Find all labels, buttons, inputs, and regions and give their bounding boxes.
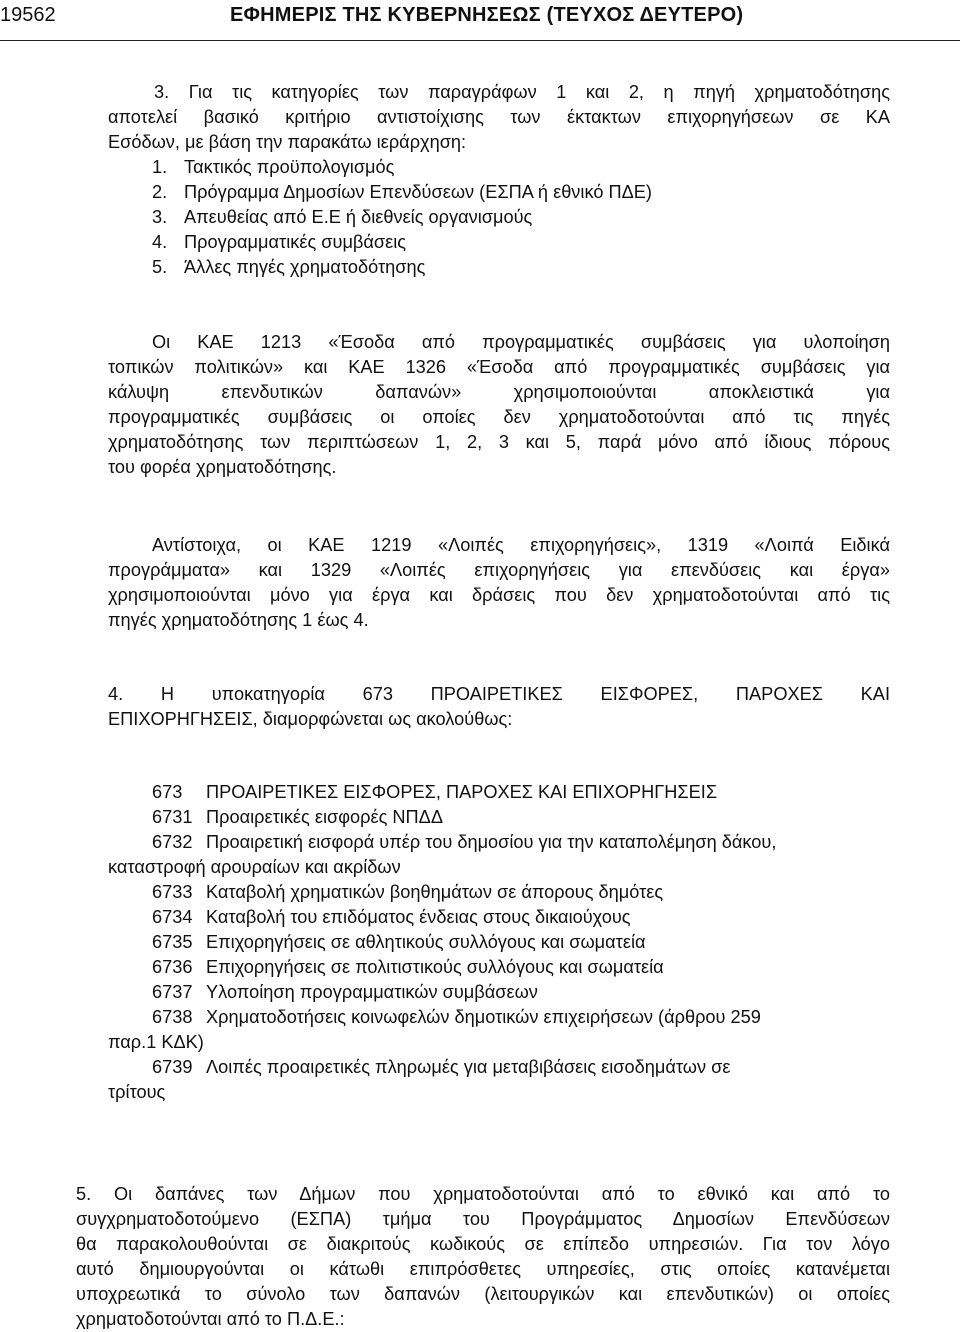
code-item-continuation: καταστροφή αρουραίων και ακρίδων (108, 857, 401, 877)
list-item: 4. Προγραμματικές συμβάσεις (152, 232, 407, 252)
list-item: 5. Άλλες πηγές χρηματοδότησης (152, 257, 426, 277)
page-header (0, 0, 960, 41)
list-item: 2. Πρόγραμμα Δημοσίων Επενδύσεων (ΕΣΠΑ ή εθνικό ΠΔΕ) (152, 182, 652, 202)
section-3 (108, 80, 890, 155)
code-item: 6731 Προαιρετικές εισφορές ΝΠΔΔ (152, 807, 443, 827)
section-3-line: 3. Για τις κατηγορίες των παραγράφων 1 και 2, η πηγή χρηματοδότησης (154, 82, 890, 102)
list-item: 1. Τακτικός προϋπολογισμός (152, 157, 395, 177)
code-item-continuation: τρίτους (108, 1082, 166, 1102)
code-item: 673 ΠΡΟΑΙΡΕΤΙΚΕΣ ΕΙΣΦΟΡΕΣ, ΠΑΡΟΧΕΣ ΚΑΙ ΕΠΙΧΟΡΗΓΗΣΕΙΣ (152, 782, 718, 802)
code-item: 6734 Καταβολή του επιδόματος ένδειας στους δικαιούχους (152, 907, 631, 927)
page-number: 19562 (0, 4, 56, 26)
gazette-title: ΕΦΗΜΕΡΙΣ ΤΗΣ ΚΥΒΕΡΝΗΣΕΩΣ (ΤΕΥΧΟΣ ΔΕΥΤΕΡΟ) (230, 4, 744, 26)
paragraph-kae-1219: Αντίστοιχα, οι ΚΑΕ 1219 «Λοιπές επιχορηγήσεις», 1319 «Λοιπά Ειδικά προγράμματα» και 1329 «Λοιπές επιχορηγήσεις για επενδύσεις και έργα» χρησιμοποιούνται μόνο για έργα και δράσεις που δεν χρηματοδοτούνται από τις πηγές χρηματοδότησης 1 έως 4. (108, 535, 890, 630)
code-item: 6735 Επιχορηγήσεις σε αθλητικούς συλλόγους και σωματεία (152, 932, 646, 952)
list-item: 3. Απευθείας από Ε.Ε ή διεθνείς οργανισμούς (152, 207, 533, 227)
funding-hierarchy-list (152, 155, 892, 280)
code-item: 6736 Επιχορηγήσεις σε πολιτιστικούς συλλόγους και σωματεία (152, 957, 664, 977)
code-item: 6732 Προαιρετική εισφορά υπέρ του δημοσίου για την καταπολέμηση δάκου, (152, 832, 777, 852)
section-3-line: αποτελεί βασικό κριτήριο αντιστοίχισης των έκτακτων επιχορηγήσεων σε ΚΑ (108, 107, 890, 127)
code-item: 6737 Υλοποίηση προγραμματικών συμβάσεων (152, 982, 538, 1002)
section-3-line: Εσόδων, με βάση την παρακάτω ιεράρχηση: (108, 132, 467, 152)
code-item: 6733 Καταβολή χρηματικών βοηθημάτων σε άπορους δημότες (152, 882, 664, 902)
section-4: 4. Η υποκατηγορία 673 ΠΡΟΑΙΡΕΤΙΚΕΣ ΕΙΣΦΟΡΕΣ, ΠΑΡΟΧΕΣ ΚΑΙ ΕΠΙΧΟΡΗΓΗΣΕΙΣ, διαμορφώνεται ως ακολούθως: (108, 684, 890, 729)
code-item: 6739 Λοιπές προαιρετικές πληρωμές για μεταβιβάσεις εισοδημάτων σε (152, 1057, 731, 1077)
code-item-continuation: παρ.1 ΚΔΚ) (108, 1032, 204, 1052)
section-5: 5. Οι δαπάνες των Δήμων που χρηματοδοτούνται από το εθνικό και από το συγχρηματοδοτούμενο (ΕΣΠΑ) τμήμα του Προγράμματος Δημοσίων Επενδύσεων θα παρακολουθούνται σε διακριτούς κωδικούς σε επίπεδο υπηρεσιών. Για τον λόγο αυτό δημιουργούνται οι κάτωθι επιπρόσθετες υπηρεσίες, στις οποίες κατανέμεται υποχρεωτικά το σύνολο των δαπανών (λειτουργικών και επενδυτικών) οι οποίες χρηματοδοτούνται από το Π.Δ.Ε.: (76, 1184, 890, 1329)
code-list (108, 780, 890, 1105)
code-item: 6738 Χρηματοδοτήσεις κοινωφελών δημοτικών επιχειρήσεων (άρθρου 259 (152, 1007, 761, 1027)
paragraph-kae-1213: Οι ΚΑΕ 1213 «Έσοδα από προγραμματικές συμβάσεις για υλοποίηση τοπικών πολιτικών» και ΚΑΕ 1326 «Έσοδα από προγραμματικές συμβάσεις για κάλυψη επενδυτικών δαπανών» χρησιμοποιούνται αποκλειστικά για προγραμματικές συμβάσεις οι οποίες δεν χρηματοδοτούνται από τις πηγές χρηματοδότησης των περιπτώσεων 1, 2, 3 και 5, παρά μόνο από ίδιους πόρους του φορέα χρηματοδότησης. (108, 332, 890, 477)
